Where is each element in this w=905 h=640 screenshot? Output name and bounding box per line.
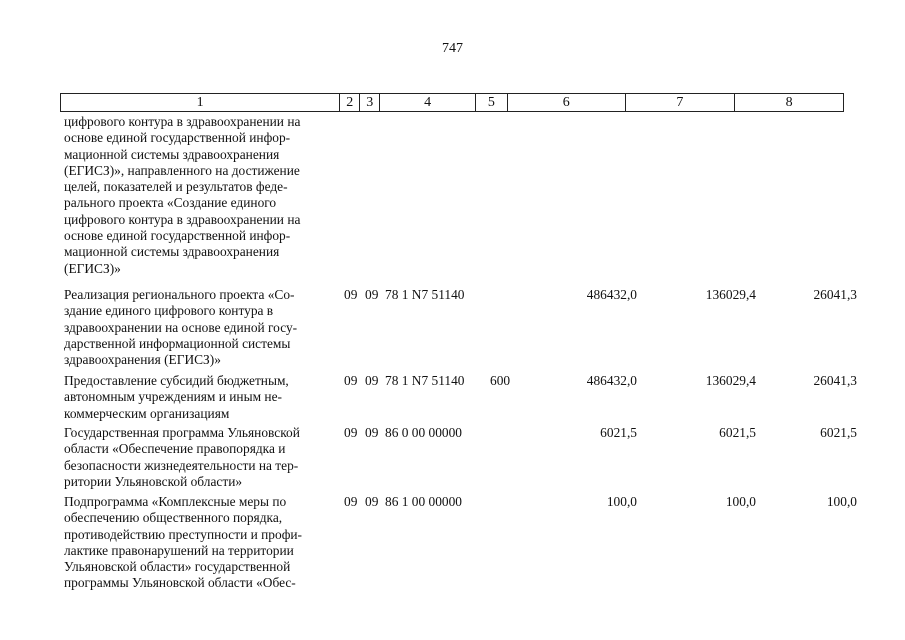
column-header-3: 3 <box>360 94 380 111</box>
table-header <box>60 93 844 112</box>
row-description: Реализация регионального проекта «Со- здание единого цифрового контура в здравоохранении на основе единой госу- дарственной информационной системы здравоохранения (ЕГИСЗ)» <box>64 287 298 368</box>
expense-type-code: 600 <box>490 373 511 388</box>
target-article-code: 78 1 N7 51140 <box>385 373 465 388</box>
row-description: цифрового контура в здравоохранении на основе единой государственной инфор- мационной системы здравоохранения (ЕГИСЗ)», направленного на достижение целей, показателей и результатов феде- рального проекта «Создание единого цифрового контура в здравоохранении на основe единой государственной инфор- мационной системы здравоохранения (ЕГИСЗ)» <box>64 114 301 276</box>
column-header-8: 8 <box>785 95 793 110</box>
amount-col-6: 486432,0 <box>586 373 637 388</box>
subsection-code: 09 <box>365 425 379 440</box>
amount-col-6: 6021,5 <box>600 425 637 440</box>
target-article-code: 86 1 00 00000 <box>385 494 462 509</box>
column-header-1: 1 <box>61 94 340 111</box>
subsection-code: 09 <box>365 494 379 509</box>
column-header-4: 4 <box>380 94 476 111</box>
row-description: Предоставление субсидий бюджетным, автономным учреждениям и иным не- коммерческим организациям <box>64 373 289 421</box>
amount-col-8: 6021,5 <box>820 425 857 440</box>
row-description: Государственная программа Ульяновской области «Обеспечение правопорядка и безопасности жизнедеятельности на тер- ритории Ульяновской области» <box>64 425 300 489</box>
target-article-code: 86 0 00 00000 <box>385 425 462 440</box>
amount-col-6: 100,0 <box>606 494 637 509</box>
column-header-6: 6 <box>508 94 626 111</box>
amount-col-8: 26041,3 <box>813 373 857 388</box>
subsection-code: 09 <box>365 373 379 388</box>
column-header-2: 2 <box>340 94 360 111</box>
amount-col-7: 6021,5 <box>719 425 756 440</box>
amount-col-7: 100,0 <box>725 494 756 509</box>
amount-col-8: 26041,3 <box>813 287 857 302</box>
section-code: 09 <box>344 494 358 509</box>
amount-col-6: 486432,0 <box>586 287 637 302</box>
subsection-code: 09 <box>365 287 379 302</box>
section-code: 09 <box>344 287 358 302</box>
column-header-5: 5 <box>476 94 508 111</box>
target-article-code: 78 1 N7 51140 <box>385 287 465 302</box>
page-number: 747 <box>442 41 463 56</box>
amount-col-8: 100,0 <box>826 494 857 509</box>
section-code: 09 <box>344 373 358 388</box>
row-description: Подпрограмма «Комплексные меры по обеспечению общественного порядка, противодействию преступности и профи- лактике правонарушений на территории Ульяновской области» государственной программы Ульяновской области «Обес- <box>64 494 302 591</box>
amount-col-7: 136029,4 <box>705 373 756 388</box>
column-header-7: 7 <box>626 94 736 111</box>
section-code: 09 <box>344 425 358 440</box>
amount-col-7: 136029,4 <box>705 287 756 302</box>
